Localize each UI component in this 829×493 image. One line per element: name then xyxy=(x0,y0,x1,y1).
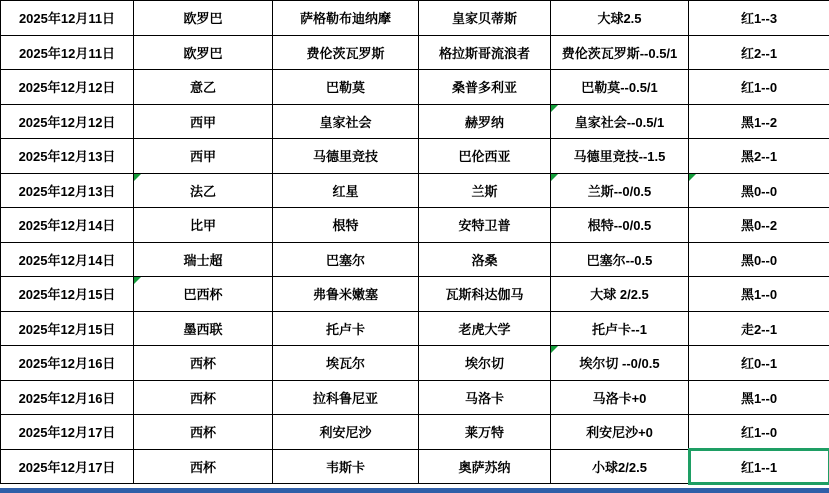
result-cell[interactable] xyxy=(689,173,829,208)
match-row xyxy=(1,311,829,346)
away-team-cell[interactable] xyxy=(419,311,551,346)
league-cell[interactable] xyxy=(134,173,273,208)
cell-text: 马德里竞技 xyxy=(312,149,378,165)
handicap-pick-cell[interactable] xyxy=(551,449,689,484)
handicap-pick-cell[interactable] xyxy=(551,70,689,105)
cell-text: 弗鲁米嫩塞 xyxy=(312,287,378,303)
home-team-cell[interactable] xyxy=(273,311,419,346)
match-row xyxy=(1,139,829,174)
cell-text: 西甲 xyxy=(189,114,216,130)
handicap-pick-cell[interactable] xyxy=(551,139,689,174)
cell-text: 黑1--0 xyxy=(740,287,778,303)
cell-text: 巴塞尔 xyxy=(325,252,365,268)
away-team-cell[interactable] xyxy=(419,139,551,174)
match-date-cell[interactable] xyxy=(1,311,134,346)
cell-text: 红1--1 xyxy=(740,459,778,475)
cell-text: 根特--0/0.5 xyxy=(587,218,652,234)
home-team-cell[interactable] xyxy=(273,449,419,484)
match-row xyxy=(1,173,829,208)
cell-text: 皇家贝蒂斯 xyxy=(451,11,517,27)
cell-text: 黑1--2 xyxy=(740,114,778,130)
match-row xyxy=(1,449,829,484)
league-cell[interactable] xyxy=(134,415,273,450)
match-row xyxy=(1,242,829,277)
match-date-cell[interactable] xyxy=(1,70,134,105)
cell-text: 2025年12月13日 xyxy=(18,149,116,165)
cell-text: 红1--0 xyxy=(740,425,778,441)
league-cell[interactable] xyxy=(134,104,273,139)
home-team-cell[interactable] xyxy=(273,173,419,208)
cell-text: 意乙 xyxy=(189,80,216,96)
league-cell[interactable] xyxy=(134,277,273,312)
cell-text: 2025年12月16日 xyxy=(18,356,116,372)
match-row xyxy=(1,415,829,450)
cell-text: 2025年12月15日 xyxy=(18,321,116,337)
cell-text: 西杯 xyxy=(189,390,216,406)
league-cell[interactable] xyxy=(134,1,273,36)
match-table-body xyxy=(1,1,829,484)
cell-text: 巴塞尔--0.5 xyxy=(586,252,653,268)
league-cell[interactable] xyxy=(134,311,273,346)
cell-text: 费伦茨瓦罗斯 xyxy=(306,45,385,61)
cell-text: 2025年12月17日 xyxy=(18,459,116,475)
cell-text: 黑2--1 xyxy=(740,149,778,165)
handicap-pick-cell[interactable] xyxy=(551,104,689,139)
cell-text: 欧罗巴 xyxy=(183,11,223,27)
error-marker-icon xyxy=(134,174,141,181)
cell-text: 欧罗巴 xyxy=(183,45,223,61)
match-row xyxy=(1,208,829,243)
cell-text: 2025年12月15日 xyxy=(18,287,116,303)
result-cell[interactable] xyxy=(689,70,829,105)
cell-text: 埃瓦尔 xyxy=(325,356,365,372)
cell-text: 大球 2/2.5 xyxy=(590,287,649,303)
cell-text: 2025年12月16日 xyxy=(18,390,116,406)
handicap-pick-cell[interactable] xyxy=(551,311,689,346)
cell-text: 瑞士超 xyxy=(183,252,223,268)
cell-text: 2025年12月14日 xyxy=(18,252,116,268)
cell-text: 萨格勒布迪纳摩 xyxy=(299,11,391,27)
match-row xyxy=(1,35,829,70)
match-date-cell[interactable] xyxy=(1,1,134,36)
match-date-cell[interactable] xyxy=(1,242,134,277)
cell-text: 奥萨苏纳 xyxy=(458,459,511,475)
cell-text: 西杯 xyxy=(189,356,216,372)
match-date-cell[interactable] xyxy=(1,104,134,139)
cell-text: 皇家社会--0.5/1 xyxy=(574,114,665,130)
result-cell[interactable] xyxy=(689,415,829,450)
cell-text: 2025年12月11日 xyxy=(18,11,116,27)
away-team-cell[interactable] xyxy=(419,35,551,70)
home-team-cell[interactable] xyxy=(273,208,419,243)
cell-text: 墨西联 xyxy=(183,321,223,337)
league-cell[interactable] xyxy=(134,449,273,484)
away-team-cell[interactable] xyxy=(419,449,551,484)
result-cell[interactable] xyxy=(689,449,829,484)
league-cell[interactable] xyxy=(134,242,273,277)
cell-text: 格拉斯哥流浪者 xyxy=(438,45,530,61)
cell-text: 兰斯 xyxy=(471,183,498,199)
result-cell[interactable] xyxy=(689,104,829,139)
cell-text: 巴勒莫--0.5/1 xyxy=(581,80,658,96)
cell-text: 费伦茨瓦罗斯--0.5/1 xyxy=(561,45,678,61)
home-team-cell[interactable] xyxy=(273,139,419,174)
result-cell[interactable] xyxy=(689,139,829,174)
league-cell[interactable] xyxy=(134,70,273,105)
page-break-line xyxy=(0,488,829,493)
cell-text: 巴伦西亚 xyxy=(458,149,511,165)
handicap-pick-cell[interactable] xyxy=(551,277,689,312)
match-date-cell[interactable] xyxy=(1,380,134,415)
cell-text: 黑1--0 xyxy=(740,390,778,406)
match-row xyxy=(1,346,829,381)
cell-text: 拉科鲁尼亚 xyxy=(312,390,378,406)
away-team-cell[interactable] xyxy=(419,380,551,415)
cell-text: 巴勒莫 xyxy=(325,80,365,96)
error-marker-icon xyxy=(551,174,558,181)
league-cell[interactable] xyxy=(134,346,273,381)
cell-text: 比甲 xyxy=(189,218,216,234)
result-cell[interactable] xyxy=(689,311,829,346)
cell-text: 红0--1 xyxy=(740,356,778,372)
cell-text: 西杯 xyxy=(189,425,216,441)
handicap-pick-cell[interactable] xyxy=(551,415,689,450)
cell-text: 利安尼沙 xyxy=(319,425,372,441)
home-team-cell[interactable] xyxy=(273,104,419,139)
cell-text: 西甲 xyxy=(189,149,216,165)
match-date-cell[interactable] xyxy=(1,139,134,174)
match-row xyxy=(1,104,829,139)
error-marker-icon xyxy=(689,174,696,181)
cell-text: 巴西杯 xyxy=(183,287,223,303)
cell-text: 兰斯--0/0.5 xyxy=(587,183,652,199)
match-row xyxy=(1,277,829,312)
result-cell[interactable] xyxy=(689,277,829,312)
cell-text: 红2--1 xyxy=(740,45,778,61)
home-team-cell[interactable] xyxy=(273,242,419,277)
cell-text: 利安尼沙+0 xyxy=(586,425,653,441)
cell-text: 法乙 xyxy=(189,183,216,199)
away-team-cell[interactable] xyxy=(419,346,551,381)
match-date-cell[interactable] xyxy=(1,346,134,381)
cell-text: 红1--3 xyxy=(740,11,778,27)
cell-text: 大球2.5 xyxy=(597,11,642,27)
home-team-cell[interactable] xyxy=(273,35,419,70)
match-date-cell[interactable] xyxy=(1,449,134,484)
handicap-pick-cell[interactable] xyxy=(551,380,689,415)
cell-text: 2025年12月12日 xyxy=(18,80,116,96)
match-date-cell[interactable] xyxy=(1,277,134,312)
home-team-cell[interactable] xyxy=(273,346,419,381)
cell-text: 埃尔切 xyxy=(464,356,504,372)
cell-text: 黑0--0 xyxy=(740,183,778,199)
result-cell[interactable] xyxy=(689,346,829,381)
away-team-cell[interactable] xyxy=(419,104,551,139)
cell-text: 2025年12月11日 xyxy=(18,45,116,61)
cell-text: 根特 xyxy=(332,218,359,234)
away-team-cell[interactable] xyxy=(419,70,551,105)
cell-text: 走2--1 xyxy=(740,321,778,337)
home-team-cell[interactable] xyxy=(273,380,419,415)
cell-text: 老虎大学 xyxy=(458,321,511,337)
match-row xyxy=(1,70,829,105)
cell-text: 红1--0 xyxy=(740,80,778,96)
cell-text: 黑0--0 xyxy=(740,252,778,268)
cell-text: 马洛卡 xyxy=(464,390,504,406)
handicap-pick-cell[interactable] xyxy=(551,242,689,277)
league-cell[interactable] xyxy=(134,35,273,70)
handicap-pick-cell[interactable] xyxy=(551,346,689,381)
match-date-cell[interactable] xyxy=(1,173,134,208)
cell-text: 2025年12月17日 xyxy=(18,425,116,441)
cell-text: 西杯 xyxy=(189,459,216,475)
away-team-cell[interactable] xyxy=(419,173,551,208)
away-team-cell[interactable] xyxy=(419,1,551,36)
cell-text: 洛桑 xyxy=(471,252,498,268)
result-cell[interactable] xyxy=(689,1,829,36)
cell-text: 马洛卡+0 xyxy=(592,390,647,406)
cell-text: 小球2/2.5 xyxy=(592,459,647,475)
away-team-cell[interactable] xyxy=(419,277,551,312)
result-cell[interactable] xyxy=(689,380,829,415)
match-date-cell[interactable] xyxy=(1,208,134,243)
cell-text: 莱万特 xyxy=(464,425,504,441)
cell-text: 马德里竞技--1.5 xyxy=(573,149,666,165)
league-cell[interactable] xyxy=(134,139,273,174)
result-cell[interactable] xyxy=(689,35,829,70)
match-date-cell[interactable] xyxy=(1,415,134,450)
cell-text: 托卢卡 xyxy=(325,321,365,337)
cell-text: 皇家社会 xyxy=(319,114,372,130)
cell-text: 2025年12月12日 xyxy=(18,114,116,130)
result-cell[interactable] xyxy=(689,208,829,243)
handicap-pick-cell[interactable] xyxy=(551,1,689,36)
cell-text: 韦斯卡 xyxy=(325,459,365,475)
home-team-cell[interactable] xyxy=(273,415,419,450)
error-marker-icon xyxy=(551,346,558,353)
error-marker-icon xyxy=(551,105,558,112)
handicap-pick-cell[interactable] xyxy=(551,173,689,208)
home-team-cell[interactable] xyxy=(273,70,419,105)
cell-text: 2025年12月14日 xyxy=(18,218,116,234)
error-marker-icon xyxy=(134,277,141,284)
cell-text: 埃尔切 --0/0.5 xyxy=(579,356,660,372)
cell-text: 红星 xyxy=(332,183,359,199)
cell-text: 瓦斯科达伽马 xyxy=(445,287,524,303)
match-date-cell[interactable] xyxy=(1,35,134,70)
home-team-cell[interactable] xyxy=(273,277,419,312)
league-cell[interactable] xyxy=(134,380,273,415)
handicap-pick-cell[interactable] xyxy=(551,208,689,243)
cell-text: 黑0--2 xyxy=(740,218,778,234)
away-team-cell[interactable] xyxy=(419,242,551,277)
cell-text: 2025年12月13日 xyxy=(18,183,116,199)
cell-text: 桑普多利亚 xyxy=(451,80,517,96)
result-cell[interactable] xyxy=(689,242,829,277)
match-row xyxy=(1,380,829,415)
cell-text: 安特卫普 xyxy=(458,218,511,234)
away-team-cell[interactable] xyxy=(419,208,551,243)
cell-text: 托卢卡--1 xyxy=(592,321,647,337)
league-cell[interactable] xyxy=(134,208,273,243)
home-team-cell[interactable] xyxy=(273,1,419,36)
away-team-cell[interactable] xyxy=(419,415,551,450)
handicap-pick-cell[interactable] xyxy=(551,35,689,70)
cell-text: 赫罗纳 xyxy=(464,114,504,130)
match-row xyxy=(1,1,829,36)
